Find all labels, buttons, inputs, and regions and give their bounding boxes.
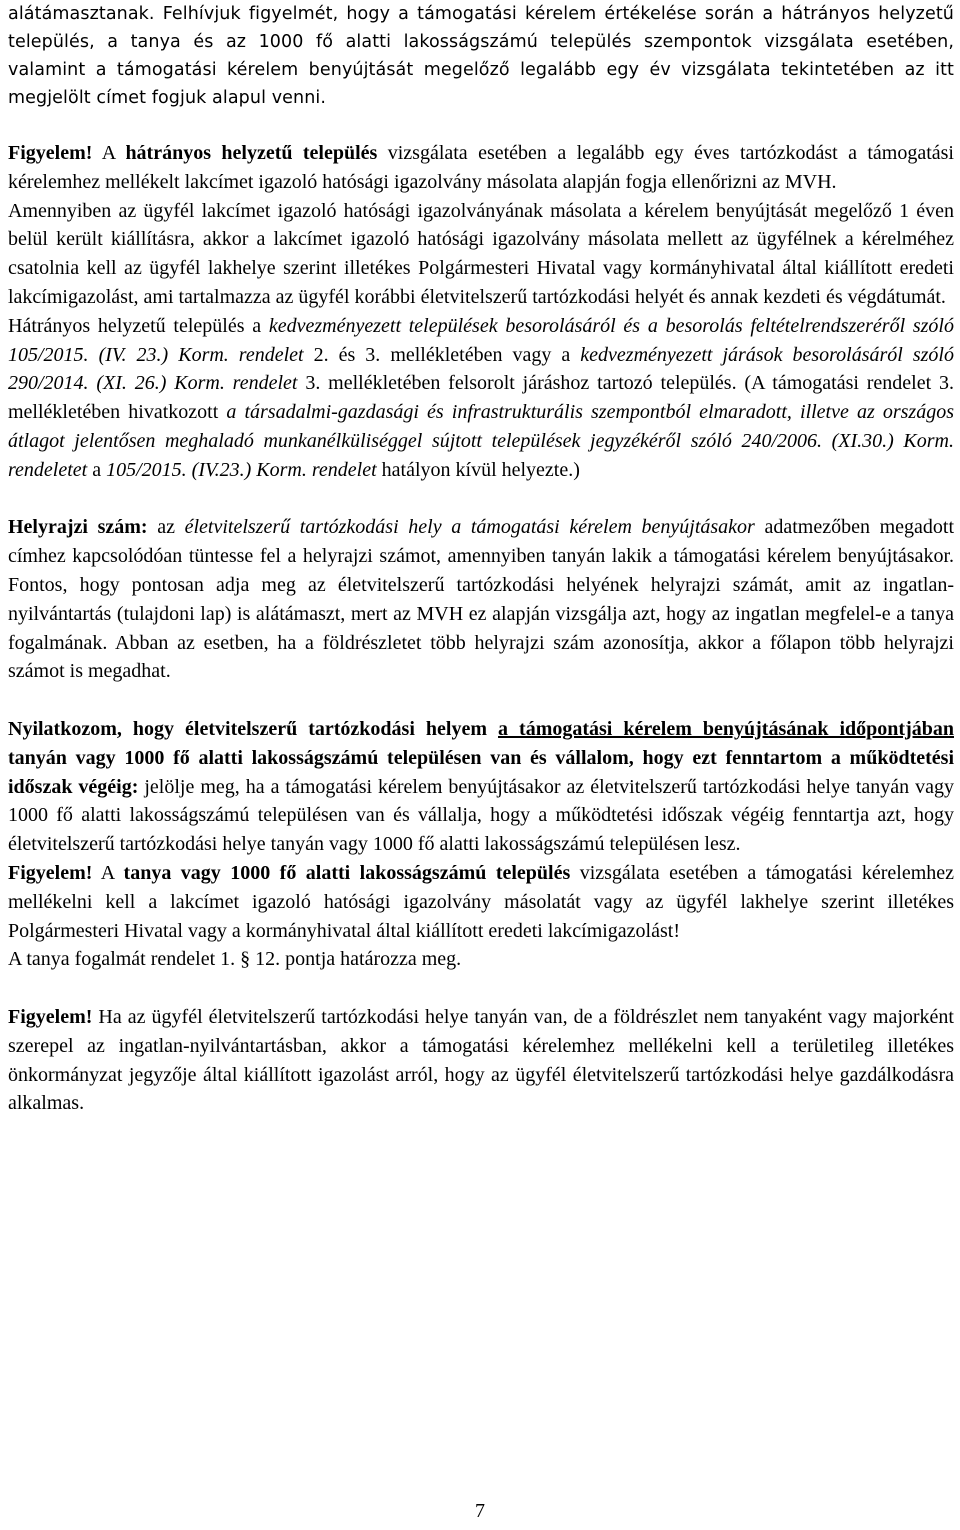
certificate-paragraph: Amennyiben az ügyfél lakcímet igazoló hatósági igazolványának másolata a kérelem benyújtását megelőző 1 éven belül került kiállításra, akkor a lakcímet igazoló hatósági igazolvány másolata mellett az ügyfélnek a kérelméhez csatolnia kell az ügyfél lakhelye szerint illetékes Polgármesteri Hivatal vagy kormányhivatal által kiállított eredeti lakcímigazolást, ami tartalmazza az ügyfél korábbi életvitelszerű tartózkodási helyét és annak kezdeti és végdátumát.	[8, 199, 954, 308]
spacer	[8, 485, 954, 514]
spacer	[8, 686, 954, 715]
parcel-number-paragraph: Helyrajzi szám: az életvitelszerű tartózkodási hely a támogatási kérelem benyújtásakor adatmezőben megadott címhez kapcsolódóan tüntesse fel a helyrajzi számot, amennyiben tanyán lakik a támogatási kérelem benyújtásakor. Fontos, hogy pontosan adja meg az életvitelszerű tartózkodási helyének helyrajzi számát, amit az ingatlan-nyilvántartás (tulajdoni lap) is alátámaszt, mert az MVH ez alapján vizsgálja azt, hogy az ingatlan megfelel-e a tanya fogalmának. Abban az esetben, ha a földrészletet több helyrajzi szám azonosítja, akkor a főlapon több helyrajzi számot is megadhat.	[8, 516, 954, 683]
disadvantaged-section	[8, 139, 954, 485]
spacer	[8, 112, 954, 139]
document-page	[8, 0, 954, 1118]
warning-label: Figyelem!	[8, 142, 93, 164]
intro-paragraph: alátámasztanak. Felhívjuk figyelmét, hogy a támogatási kérelem értékelése során a hátrányos helyzetű település, a tanya és az 1000 fő alatti lakosságszámú település szempontok vizsgálata esetében, valamint a támogatási kérelem benyújtását megelőző legalább egy év vizsgálata tekintetében az itt megjelölt címet fogjuk alapul venni.	[8, 4, 954, 108]
disadvantaged-definition: Hátrányos helyzetű település a kedvezményezett települések besorolásáról és a besorolás feltételrendszeréről szóló 105/2015. (IV. 23.) Korm. rendelet 2. és 3. mellékletében vagy a kedvezményezett járások besorolásáról szóló 290/2014. (XI. 26.) Korm. rendelet 3. mellékletében felsorolt járáshoz tartozó település. (A támogatási rendelet 3. mellékletében hivatkozott a társadalmi-gazdasági és infrastrukturális szempontból elmaradott, illetve az országos átlagot jelentősen meghaladó munkanélküliséggel sújtott települések jegyzékéről szóló 240/2006. (XI.30.) Korm. rendeletet a 105/2015. (IV.23.) Korm. rendelet hatályon kívül helyezte.)	[8, 314, 955, 481]
warning-label: Figyelem!	[8, 861, 93, 884]
declaration-section	[8, 715, 954, 974]
warning-paragraph-1: Figyelem! A hátrányos helyzetű település vizsgálata esetében a legalább egy éves tartózkodást a támogatási kérelemhez mellékelt lakcímet igazoló hatósági igazolvány másolata alapján fogja ellenőrizni az MVH.	[8, 142, 954, 193]
farmstead-definition: A tanya fogalmát rendelet 1. § 12. pontja határozza meg.	[8, 948, 462, 971]
declaration-paragraph: Nyilatkozom, hogy életvitelszerű tartózkodási helyem a támogatási kérelem benyújtásának időpontjában tanyán vagy 1000 fő alatti lakosságszámú településen van és vállalom, hogy ezt fenntartom a működtetési időszak végéig: jelölje meg, ha a támogatási kérelem benyújtásakor az életvitelszerű tartózkodási helye tanyán vagy 1000 fő alatti lakosságszámú településen van és vállalja, hogy a működtetési időszak végéig fenntartja azt, hogy életvitelszerű tartózkodási helye tanyán vagy 1000 fő alatti lakosságszámú településen lesz.	[8, 717, 954, 856]
page-number: 7	[475, 1500, 485, 1522]
warning-label: Figyelem!	[8, 1005, 93, 1028]
warning-paragraph-3: Figyelem! Ha az ügyfél életvitelszerű tartózkodási helye tanyán van, de a földrészlet nem tanyaként vagy majorként szerepel az ingatlan-nyilvántartásban, akkor a támogatási kérelemhez mellékelni kell a területileg illetékes önkormányzat jegyzője által kiállított igazolást arról, hogy az ügyfél életvitelszerű tartózkodási helye gazdálkodásra alkalmas.	[8, 1005, 954, 1115]
spacer	[8, 974, 954, 1003]
warning-paragraph-2: Figyelem! A tanya vagy 1000 fő alatti lakosságszámú település vizsgálata esetében a támogatási kérelemhez mellékelni kell a lakcímet igazoló hatósági igazolvány másolatát vagy az ügyfél lakhelye szerint illetékes Polgármesteri Hivatal vagy a kormányhivatal által kiállított eredeti lakcímigazolást!	[8, 861, 955, 942]
